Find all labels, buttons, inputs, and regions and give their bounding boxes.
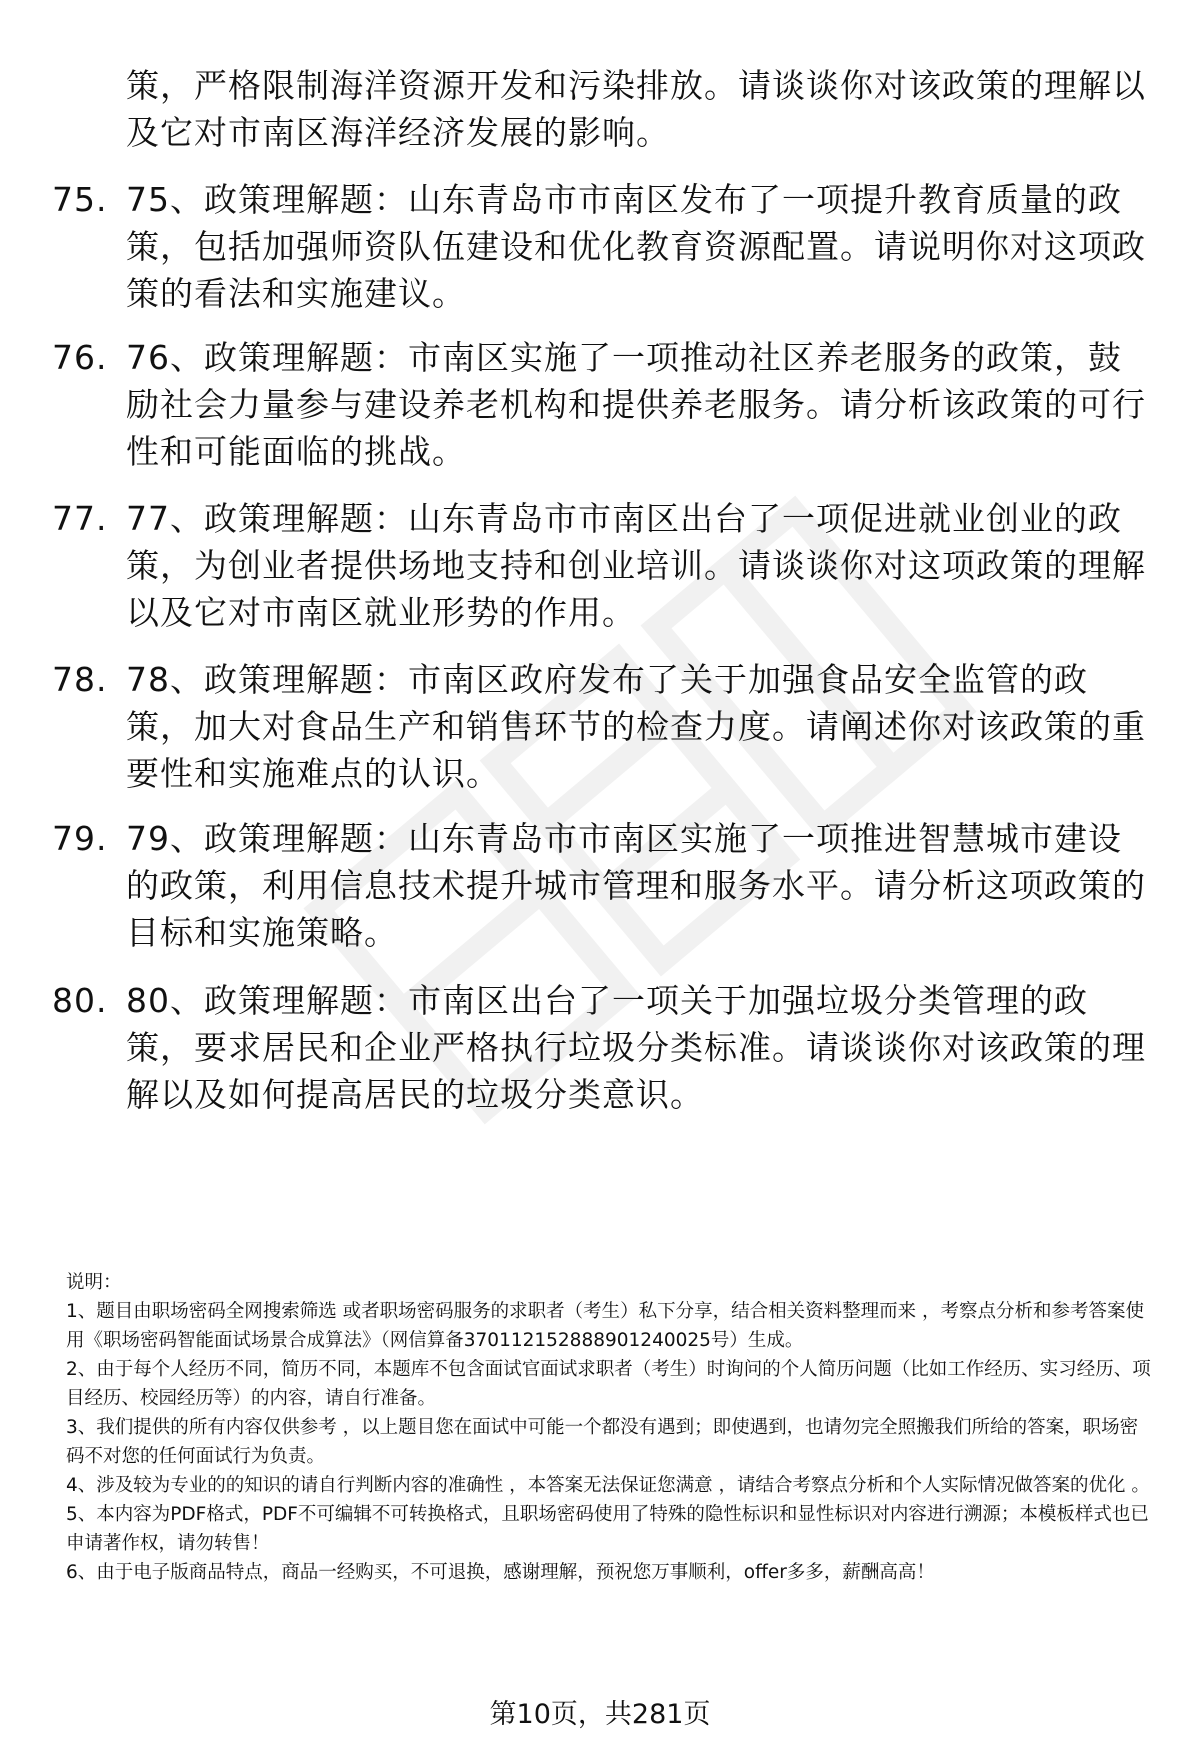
question-number: 77. [52, 499, 108, 538]
note-item-3: 3、我们提供的所有内容仅供参考 ，以上题目您在面试中可能一个都没有遇到；即使遇到，也请勿完全照搬我们所给的答案，职场密码不对您的任何面试行为负责。 [66, 1417, 1139, 1467]
note-item-4: 4、涉及较为专业的的知识的请自行判断内容的准确性 ，本答案无法保证您满意 ，请结合考察点分析和个人实际情况做答案的优化 。 [66, 1475, 1150, 1496]
question-number: 76. [52, 338, 108, 377]
notes-title: 说明： [66, 1272, 122, 1293]
question-text: 77、政策理解题：山东青岛市市南区出台了一项促进就业创业的政策，为创业者提供场地支持和创业培训。请谈谈你对这项政策的理解以及它对市南区就业形势的作用。 [126, 499, 1146, 632]
note-item-2: 2、由于每个人经历不同，简历不同，本题库不包含面试官面试求职者（考生）时询问的个人简历问题（比如工作经历、实习经历、项目经历、校园经历等）的内容，请自行准备。 [66, 1359, 1151, 1409]
page-number: 第10页，共281页 [489, 1699, 711, 1730]
question-text: 79、政策理解题：山东青岛市市南区实施了一项推进智慧城市建设的政策，利用信息技术提升城市管理和服务水平。请分析这项政策的目标和实施策略。 [126, 819, 1146, 952]
continued-question-text: 策，严格限制海洋资源开发和污染排放。请谈谈你对该政策的理解以及它对市南区海洋经济发展的影响。 [126, 66, 1146, 152]
question-text: 80、政策理解题：市南区出台了一项关于加强垃圾分类管理的政策，要求居民和企业严格执行垃圾分类标准。请谈谈你对该政策的理解以及如何提高居民的垃圾分类意识。 [126, 981, 1146, 1114]
note-item-6: 6、由于电子版商品特点，商品一经购买，不可退换，感谢理解，预祝您万事顺利，offer多多，薪酬高高！ [66, 1562, 935, 1583]
question-text: 76、政策理解题：市南区实施了一项推动社区养老服务的政策，鼓励社会力量参与建设养老机构和提供养老服务。请分析该政策的可行性和可能面临的挑战。 [126, 338, 1146, 471]
question-number: 79. [52, 819, 108, 858]
question-number: 80. [52, 981, 108, 1020]
question-number: 78. [52, 660, 108, 699]
note-item-1: 1、题目由职场密码全网搜索筛选 或者职场密码服务的求职者（考生）私下分享，结合相关资料整理而来 ，考察点分析和参考答案使用《职场密码智能面试场景合成算法》（网信算备370112152888901240025号）生成。 [66, 1301, 1145, 1351]
notes-section [66, 1268, 1156, 1587]
question-number: 75. [52, 180, 108, 219]
question-text: 78、政策理解题：市南区政府发布了关于加强食品安全监管的政策，加大对食品生产和销售环节的检查力度。请阐述你对该政策的重要性和实施难点的认识。 [126, 660, 1146, 793]
note-item-5: 5、本内容为PDF格式，PDF不可编辑不可转换格式，且职场密码使用了特殊的隐性标识和显性标识对内容进行溯源；本模板样式也已申请著作权，请勿转售！ [66, 1504, 1149, 1554]
question-text: 75、政策理解题：山东青岛市市南区发布了一项提升教育质量的政策，包括加强师资队伍建设和优化教育资源配置。请说明你对这项政策的看法和实施建议。 [126, 180, 1146, 313]
